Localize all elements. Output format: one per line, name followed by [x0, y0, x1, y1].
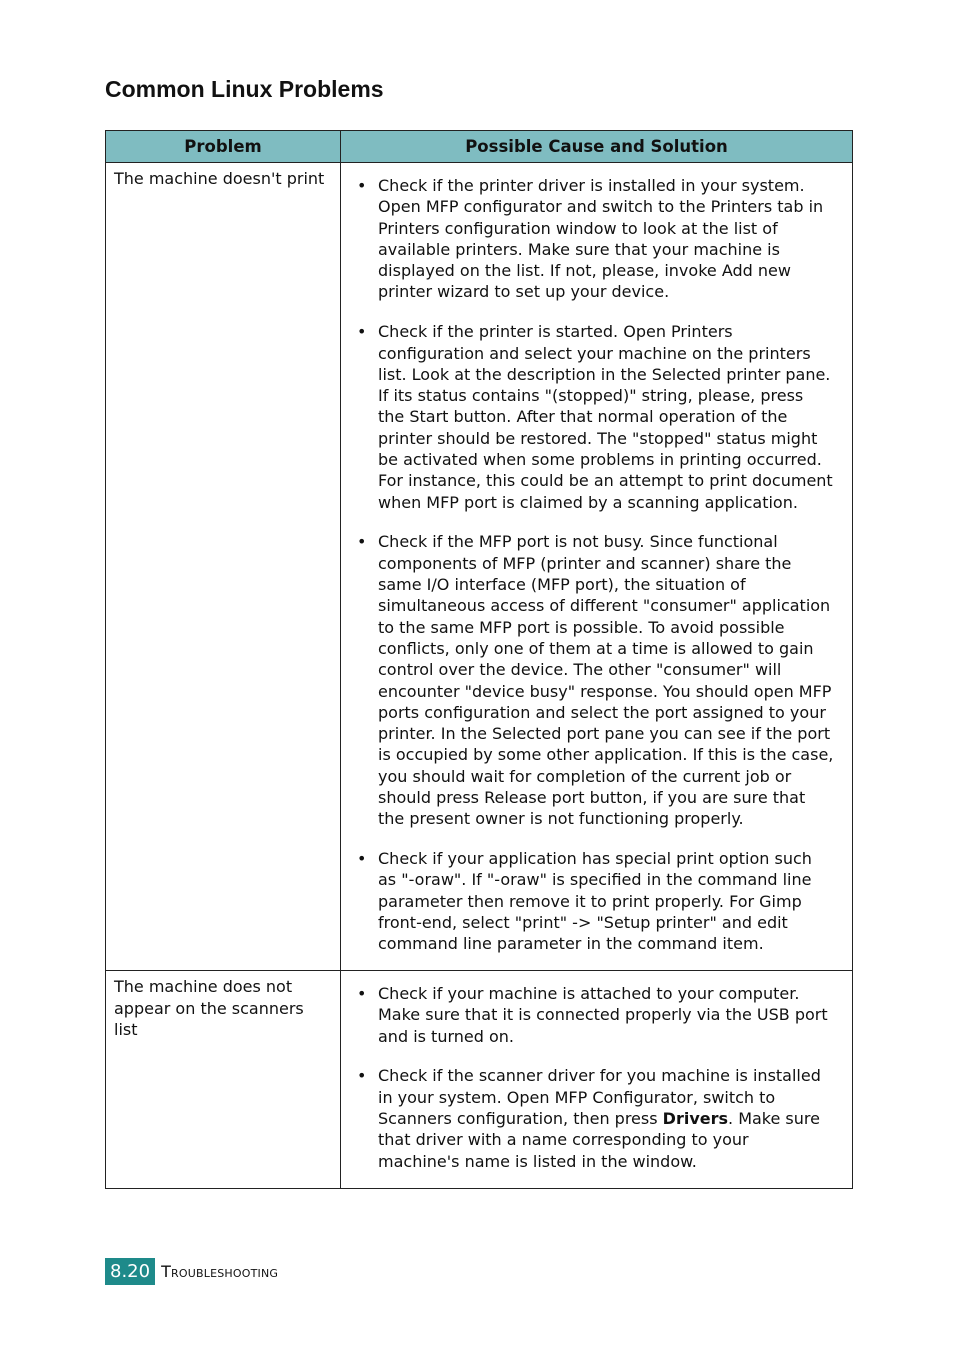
bullet-icon: •: [357, 532, 367, 552]
solution-list: [357, 175, 834, 955]
bullet-icon: •: [357, 1066, 367, 1086]
page-title: Common Linux Problems: [105, 76, 384, 102]
list-item: [357, 175, 834, 303]
bullet-icon: •: [357, 849, 367, 869]
solution-text: Check if your machine is attached to your computer. Make sure that it is connected properly via the USB port and is turned on.: [378, 984, 828, 1046]
problems-table: [105, 130, 853, 1189]
list-item: [357, 983, 834, 1047]
section-name: Troubleshooting: [161, 1262, 279, 1281]
header-solution: Possible Cause and Solution: [341, 131, 853, 163]
bullet-icon: •: [357, 984, 367, 1003]
page-number: 8.20: [105, 1258, 155, 1285]
solution-text: Check if the printer driver is installed in your system. Open MFP configurator and switch to the Printers tab in Printers configuration window to look at the list of available printers. Make sure that your machine is displayed on the list. If not, please, invoke Add new printer wizard to set up your device.: [378, 176, 824, 302]
page-footer: [105, 1258, 278, 1285]
problem-cell: The machine does not appear on the scanners list: [106, 971, 341, 1189]
table-header-row: [106, 131, 853, 163]
list-item: [357, 848, 834, 954]
problem-cell: The machine doesn't print: [106, 163, 341, 971]
solution-text-after: . Make sure that driver with a name corresponding to your machine's name is listed in the window.: [378, 1108, 820, 1171]
solution-cell: [341, 971, 853, 1189]
drivers-keyword: Drivers: [662, 1108, 729, 1128]
solution-text: Check if the printer is started. Open Printers configuration and select your machine on the printers list. Look at the description in the Selected printer pane. If its status contains "(stopped)" string, please, press the Start button. After that normal operation of the printer should be restored. The "stopped" status might be activated when some problems in printing occurred. For instance, this could be an attempt to print document when MFP port is claimed by a scanning application.: [378, 322, 833, 512]
list-item: [357, 321, 834, 513]
list-item: [357, 531, 834, 829]
bullet-icon: •: [357, 176, 367, 195]
solution-text: Check if the MFP port is not busy. Since functional components of MFP (printer and scanner) share the same I/O interface (MFP port), the situation of simultaneous access of different "consumer" application to the same MFP port is possible. To avoid possible conflicts, only one of them at a time is allowed to gain control over the device. The other "consumer" will encounter "device busy" response. You should open MFP ports configuration and select the port assigned to your printer. In the Selected port pane you can see if the port is occupied by some other application. If this is the case, you should wait for completion of the current job or should press Release port button, if you are sure that the present owner is not functioning properly.: [378, 532, 834, 829]
table-row: [106, 163, 853, 971]
table-row: [106, 971, 853, 1189]
bullet-icon: •: [357, 322, 367, 342]
solution-text-before: Check if the scanner driver for you machine is installed in your system. Open MFP Configurator, switch to Scanners configuration, then press: [378, 1066, 821, 1128]
list-item: [357, 1065, 834, 1171]
solution-cell: [341, 163, 853, 971]
solution-text: Check if your application has special print option such as "-oraw". If "-oraw" is specified in the command line parameter then remove it to print properly. For Gimp front-end, select "print" -> "Setup printer" and edit command line parameter in the command item.: [378, 849, 812, 954]
solution-list: [357, 983, 834, 1172]
header-problem: Problem: [106, 131, 341, 163]
